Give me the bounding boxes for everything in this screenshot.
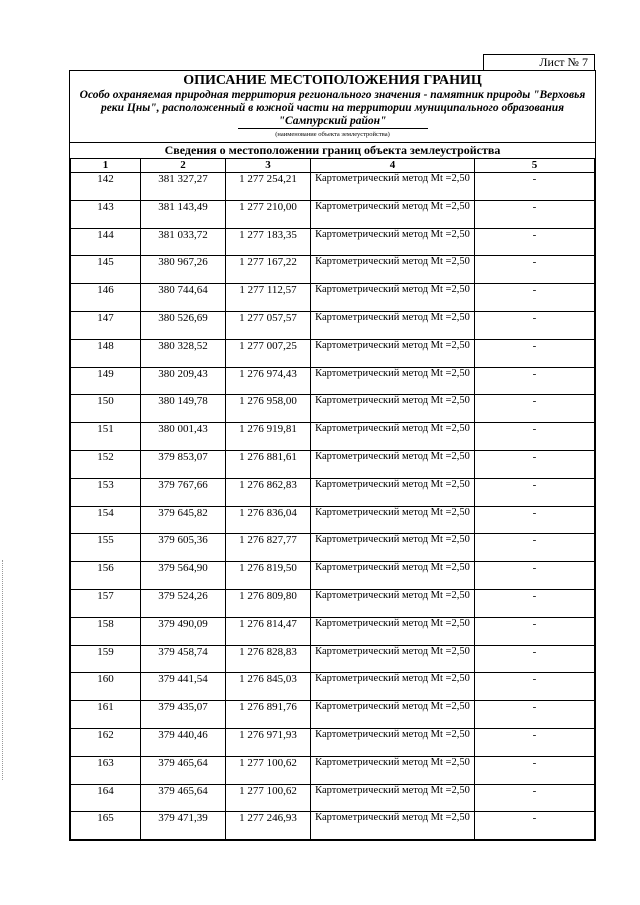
point-number: 154	[71, 506, 141, 534]
object-name: Особо охраняемая природная территория регионального значения - памятник природы "Верховья реки Цны", расположенный в южной части на территории муниципального образования "Сампурский район"	[79, 89, 586, 127]
coord-y: 1 277 100,62	[226, 784, 311, 812]
coord-y: 1 276 958,00	[226, 395, 311, 423]
coord-x: 381 143,49	[141, 200, 226, 228]
coord-y: 1 276 974,43	[226, 367, 311, 395]
method-cell: Картометрический метод Mt =2,50	[311, 478, 475, 506]
note-cell: -	[475, 506, 595, 534]
table-row	[71, 478, 595, 506]
coord-y: 1 277 057,57	[226, 311, 311, 339]
point-number: 149	[71, 367, 141, 395]
coord-x: 380 209,43	[141, 367, 226, 395]
method-cell: Картометрический метод Mt =2,50	[311, 534, 475, 562]
coord-x: 379 435,07	[141, 701, 226, 729]
point-number: 145	[71, 256, 141, 284]
table-row	[71, 506, 595, 534]
coord-x: 379 465,64	[141, 756, 226, 784]
note-cell: -	[475, 284, 595, 312]
coord-x: 379 853,07	[141, 450, 226, 478]
point-number: 147	[71, 311, 141, 339]
table-row	[71, 812, 595, 840]
method-cell: Картометрический метод Mt =2,50	[311, 673, 475, 701]
method-cell: Картометрический метод Mt =2,50	[311, 812, 475, 840]
coord-y: 1 276 971,93	[226, 728, 311, 756]
coord-x: 379 471,39	[141, 812, 226, 840]
note-cell: -	[475, 478, 595, 506]
table-row	[71, 173, 595, 201]
coord-x: 380 967,26	[141, 256, 226, 284]
note-cell: -	[475, 728, 595, 756]
method-cell: Картометрический метод Mt =2,50	[311, 589, 475, 617]
point-number: 148	[71, 339, 141, 367]
point-number: 152	[71, 450, 141, 478]
table-header-row	[71, 159, 595, 173]
note-cell: -	[475, 534, 595, 562]
point-number: 161	[71, 701, 141, 729]
table-row	[71, 395, 595, 423]
section-title: Сведения о местоположении границ объекта землеустройства	[70, 142, 595, 158]
point-number: 156	[71, 562, 141, 590]
coord-x: 381 327,27	[141, 173, 226, 201]
method-cell: Картометрический метод Mt =2,50	[311, 311, 475, 339]
table-row	[71, 423, 595, 451]
method-cell: Картометрический метод Mt =2,50	[311, 200, 475, 228]
note-cell: -	[475, 617, 595, 645]
table-row	[71, 228, 595, 256]
column-header: 5	[475, 159, 595, 173]
coord-x: 380 526,69	[141, 311, 226, 339]
method-cell: Картометрический метод Mt =2,50	[311, 617, 475, 645]
table-row	[71, 589, 595, 617]
table-row	[71, 562, 595, 590]
method-cell: Картометрический метод Mt =2,50	[311, 173, 475, 201]
table-row	[71, 311, 595, 339]
note-cell: -	[475, 228, 595, 256]
coord-y: 1 276 836,04	[226, 506, 311, 534]
table-row	[71, 701, 595, 729]
point-number: 155	[71, 534, 141, 562]
method-cell: Картометрический метод Mt =2,50	[311, 728, 475, 756]
coord-y: 1 277 183,35	[226, 228, 311, 256]
method-cell: Картометрический метод Mt =2,50	[311, 256, 475, 284]
scan-edge-mark	[2, 560, 4, 780]
coord-y: 1 277 254,21	[226, 173, 311, 201]
method-cell: Картометрический метод Mt =2,50	[311, 506, 475, 534]
note-cell: -	[475, 673, 595, 701]
note-cell: -	[475, 756, 595, 784]
coord-x: 379 490,09	[141, 617, 226, 645]
coord-y: 1 276 814,47	[226, 617, 311, 645]
table-row	[71, 200, 595, 228]
coord-x: 379 458,74	[141, 645, 226, 673]
coord-y: 1 276 919,81	[226, 423, 311, 451]
note-cell: -	[475, 256, 595, 284]
table-row	[71, 645, 595, 673]
method-cell: Картометрический метод Mt =2,50	[311, 228, 475, 256]
coord-y: 1 277 167,22	[226, 256, 311, 284]
table-row	[71, 784, 595, 812]
point-number: 158	[71, 617, 141, 645]
document-frame	[69, 70, 596, 841]
coord-y: 1 276 862,83	[226, 478, 311, 506]
table-body	[71, 173, 595, 840]
coord-x: 379 524,26	[141, 589, 226, 617]
method-cell: Картометрический метод Mt =2,50	[311, 339, 475, 367]
point-number: 150	[71, 395, 141, 423]
method-cell: Картометрический метод Mt =2,50	[311, 450, 475, 478]
coord-x: 379 767,66	[141, 478, 226, 506]
note-cell: -	[475, 200, 595, 228]
note-cell: -	[475, 339, 595, 367]
method-cell: Картометрический метод Mt =2,50	[311, 284, 475, 312]
method-cell: Картометрический метод Mt =2,50	[311, 395, 475, 423]
table-row	[71, 673, 595, 701]
note-cell: -	[475, 395, 595, 423]
coord-y: 1 276 828,83	[226, 645, 311, 673]
note-cell: -	[475, 562, 595, 590]
note-cell: -	[475, 311, 595, 339]
coord-y: 1 276 827,77	[226, 534, 311, 562]
coord-x: 380 328,52	[141, 339, 226, 367]
note-cell: -	[475, 645, 595, 673]
coord-y: 1 277 210,00	[226, 200, 311, 228]
table-row	[71, 728, 595, 756]
column-header: 3	[226, 159, 311, 173]
table-row	[71, 284, 595, 312]
note-cell: -	[475, 173, 595, 201]
table-row	[71, 534, 595, 562]
table-row	[71, 339, 595, 367]
method-cell: Картометрический метод Mt =2,50	[311, 423, 475, 451]
note-cell: -	[475, 784, 595, 812]
coord-x: 380 149,78	[141, 395, 226, 423]
caption-line	[238, 128, 428, 129]
coord-x: 379 605,36	[141, 534, 226, 562]
coord-x: 379 441,54	[141, 673, 226, 701]
coord-y: 1 276 819,50	[226, 562, 311, 590]
coord-x: 379 465,64	[141, 784, 226, 812]
point-number: 151	[71, 423, 141, 451]
point-number: 159	[71, 645, 141, 673]
coord-x: 381 033,72	[141, 228, 226, 256]
note-cell: -	[475, 589, 595, 617]
coordinates-table	[70, 158, 595, 840]
coord-y: 1 277 112,57	[226, 284, 311, 312]
coord-y: 1 276 891,76	[226, 701, 311, 729]
sheet-number: Лист № 7	[483, 54, 595, 70]
coord-y: 1 276 809,80	[226, 589, 311, 617]
point-number: 163	[71, 756, 141, 784]
point-number: 165	[71, 812, 141, 840]
point-number: 142	[71, 173, 141, 201]
method-cell: Картометрический метод Mt =2,50	[311, 701, 475, 729]
document-title: ОПИСАНИЕ МЕСТОПОЛОЖЕНИЯ ГРАНИЦ	[183, 73, 482, 88]
coord-y: 1 277 007,25	[226, 339, 311, 367]
note-cell: -	[475, 367, 595, 395]
coord-x: 379 645,82	[141, 506, 226, 534]
coord-x: 380 001,43	[141, 423, 226, 451]
point-number: 144	[71, 228, 141, 256]
column-header: 1	[71, 159, 141, 173]
note-cell: -	[475, 812, 595, 840]
point-number: 143	[71, 200, 141, 228]
column-header: 4	[311, 159, 475, 173]
coord-x: 379 440,46	[141, 728, 226, 756]
point-number: 164	[71, 784, 141, 812]
table-row	[71, 756, 595, 784]
table-row	[71, 450, 595, 478]
coord-y: 1 276 881,61	[226, 450, 311, 478]
method-cell: Картометрический метод Mt =2,50	[311, 645, 475, 673]
table-row	[71, 367, 595, 395]
coord-y: 1 277 246,93	[226, 812, 311, 840]
note-cell: -	[475, 423, 595, 451]
point-number: 153	[71, 478, 141, 506]
point-number: 157	[71, 589, 141, 617]
table-row	[71, 617, 595, 645]
object-caption: (наименование объекта землеустройства)	[275, 131, 390, 138]
coord-x: 379 564,90	[141, 562, 226, 590]
column-header: 2	[141, 159, 226, 173]
coord-y: 1 277 100,62	[226, 756, 311, 784]
note-cell: -	[475, 450, 595, 478]
coord-y: 1 276 845,03	[226, 673, 311, 701]
method-cell: Картометрический метод Mt =2,50	[311, 562, 475, 590]
method-cell: Картометрический метод Mt =2,50	[311, 367, 475, 395]
method-cell: Картометрический метод Mt =2,50	[311, 756, 475, 784]
coord-x: 380 744,64	[141, 284, 226, 312]
point-number: 162	[71, 728, 141, 756]
note-cell: -	[475, 701, 595, 729]
point-number: 160	[71, 673, 141, 701]
table-row	[71, 256, 595, 284]
point-number: 146	[71, 284, 141, 312]
method-cell: Картометрический метод Mt =2,50	[311, 784, 475, 812]
